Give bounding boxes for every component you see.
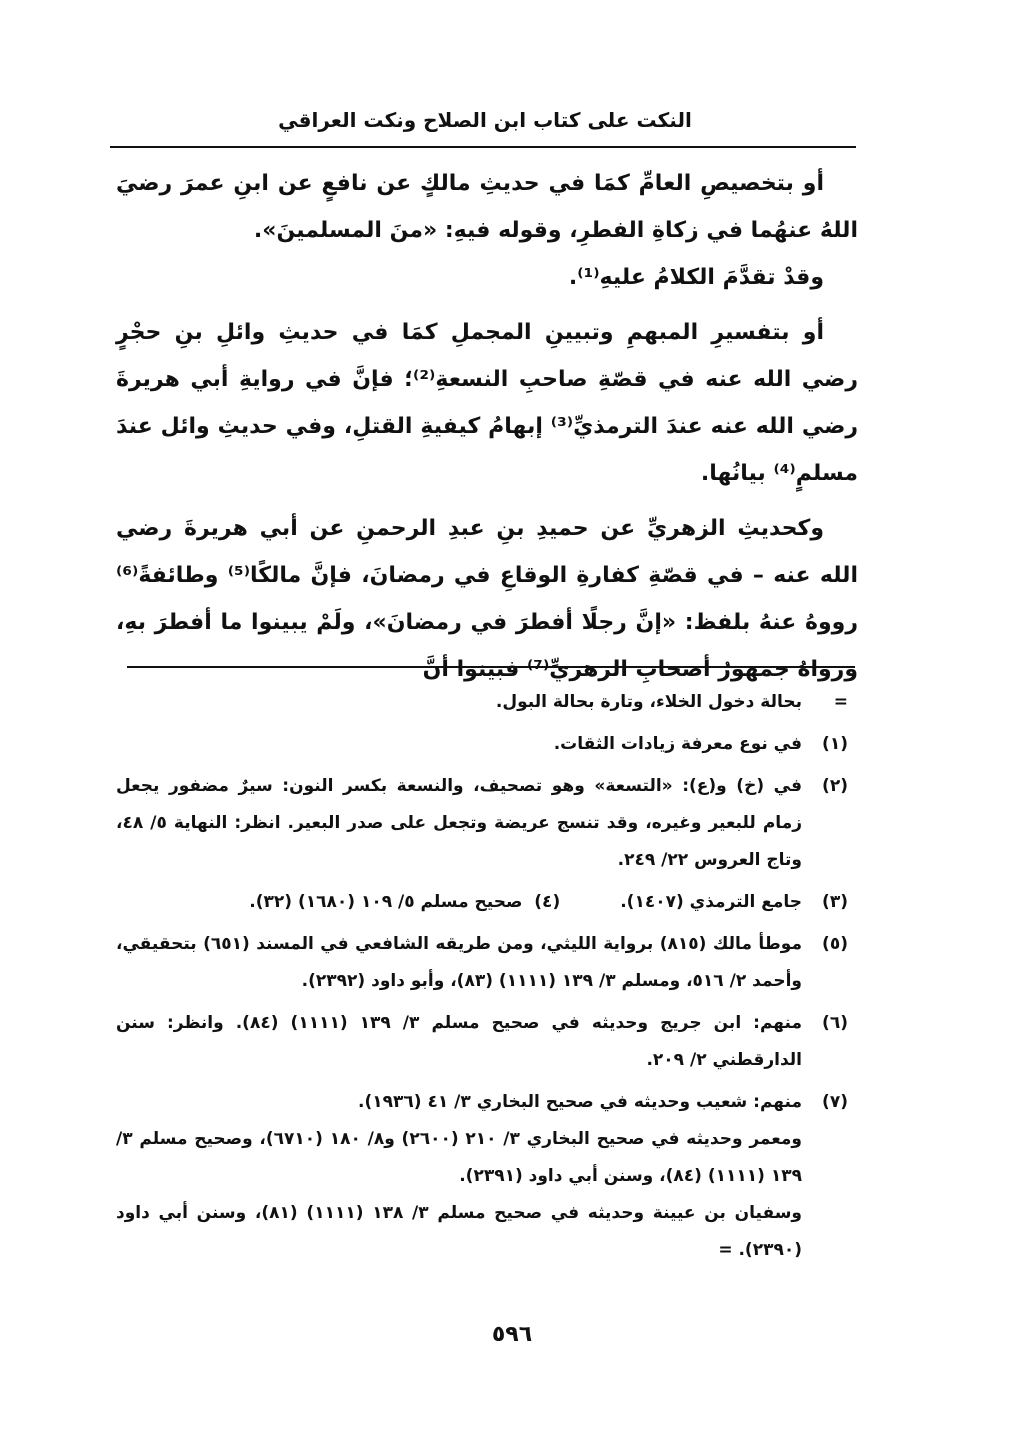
footnote-mark: (٥)	[822, 934, 848, 954]
footnote	[116, 1084, 858, 1269]
footnote-text-pair	[116, 884, 802, 921]
page-number: ٥٩٦	[491, 1322, 533, 1347]
footnote	[116, 768, 858, 879]
footnote-line: ومعمر وحديثه في صحيح البخاري ٣/ ٢١٠ (٢٦٠٠) و٨/ ١٨٠ (٦٧١٠)، وصحيح مسلم ٣/ ١٣٩ (١١١١) (٨٤)، وسنن أبي داود (٢٣٩١).	[116, 1129, 802, 1186]
footnote-mark: (٧)	[822, 1092, 848, 1112]
footnote-text: صحيح مسلم ٥/ ١٠٩ (١٦٨٠) (٣٢).	[249, 892, 523, 912]
footnote-mark: (٢)	[822, 776, 848, 796]
footnote	[116, 1005, 858, 1079]
footnote-line: منهم: شعيب وحديثه في صحيح البخاري ٣/ ٤١ (١٩٣٦).	[358, 1092, 802, 1112]
paragraph: وكحديثِ الزهريِّ عن حميدِ بنِ عبدِ الرحمنِ عن أبي هريرةَ رضي الله عنه – في قصّةِ كفارةِ الوقاعِ في رمضانَ، فإنَّ مالكًا⁽⁵⁾ وطائفةً⁽⁶⁾ رووهُ عنهُ بلفظ: «إنَّ رجلًا أفطرَ في رمضانَ»، ولَمْ يبينوا ما أفطرَ بهِ، ورواهُ جمهورُ أصحابِ الزهريِّ⁽⁷⁾ فبينوا أنَّ	[116, 516, 858, 682]
footnote-mark: (٤)	[534, 892, 561, 912]
footnote-text-block	[116, 1084, 802, 1269]
footnote-text: جامع الترمذي (١٤٠٧).	[620, 892, 802, 912]
footnote-text: موطأ مالك (٨١٥) برواية الليثي، ومن طريقه الشافعي في المسند (٦٥١) بتحقيقي، وأحمد ٢/ ٥١٦، ومسلم ٣/ ١٣٩ (١١١١) (٨٣)، وأبو داود (٢٣٩٢).	[116, 934, 802, 991]
footnote	[116, 884, 858, 921]
footnote-mark: (٣)	[822, 892, 848, 912]
header-rule	[110, 146, 856, 148]
footnote-text: في نوع معرفة زيادات الثقات.	[553, 734, 802, 754]
footnote	[116, 726, 858, 763]
footnote-text: في (خ) و(ع): «التسعة» وهو تصحيف، والنسعة بكسر النون: سيرٌ مضفور يجعل زمام للبعير وغيره، وقد تنسج عريضة وتجعل على صدر البعير. انظر: النهاية ٥/ ٤٨، وتاج العروس ٢٢/ ٢٤٩.	[116, 776, 803, 870]
footnote-mark: (٦)	[822, 1013, 848, 1033]
running-title: النكت على كتاب ابن الصلاح ونكت العراقي	[278, 108, 692, 132]
paragraph: وقدْ تقدَّمَ الكلامُ عليهِ⁽¹⁾.	[568, 265, 824, 290]
main-text	[116, 160, 858, 701]
paragraph: أو بتخصيصِ العامِّ كمَا في حديثِ مالكٍ عن نافعٍ عن ابنِ عمرَ رضيَ اللهُ عنهُما في زكاةِ الفطرِ، وقوله فيهِ: «منَ المسلمينَ».	[116, 171, 858, 243]
footnote	[116, 684, 858, 721]
footnote-separator	[127, 666, 855, 668]
footnote	[116, 926, 858, 1000]
footnote-text: منهم: ابن جريج وحديثه في صحيح مسلم ٣/ ١٣٩ (١١١١) (٨٤). وانظر: سنن الدارقطني ٢/ ٢٠٩.	[116, 1013, 802, 1070]
paragraph: أو بتفسيرِ المبهمِ وتبيينِ المجملِ كمَا في حديثِ وائلِ بنِ حجْرٍ رضي الله عنه في قصّةِ صاحبِ النسعةِ⁽²⁾؛ فإنَّ في روايةِ أبي هريرةَ رضي الله عنه عندَ الترمذيِّ⁽³⁾ إبهامُ كيفيةِ القتلِ، وفي حديثِ وائل عندَ مسلمٍ⁽⁴⁾ بيانُها.	[116, 320, 859, 486]
footnote-mark: (١)	[822, 734, 848, 754]
footnote-line: وسفيان بن عيينة وحديثه في صحيح مسلم ٣/ ١٣٨ (١١١١) (٨١)، وسنن أبي داود (٢٣٩٠). =	[116, 1203, 802, 1260]
footnote-text: بحالة دخول الخلاء، وتارة بحالة البول.	[495, 692, 802, 712]
footnotes	[116, 684, 858, 1274]
footnote-mark: =	[833, 692, 848, 712]
